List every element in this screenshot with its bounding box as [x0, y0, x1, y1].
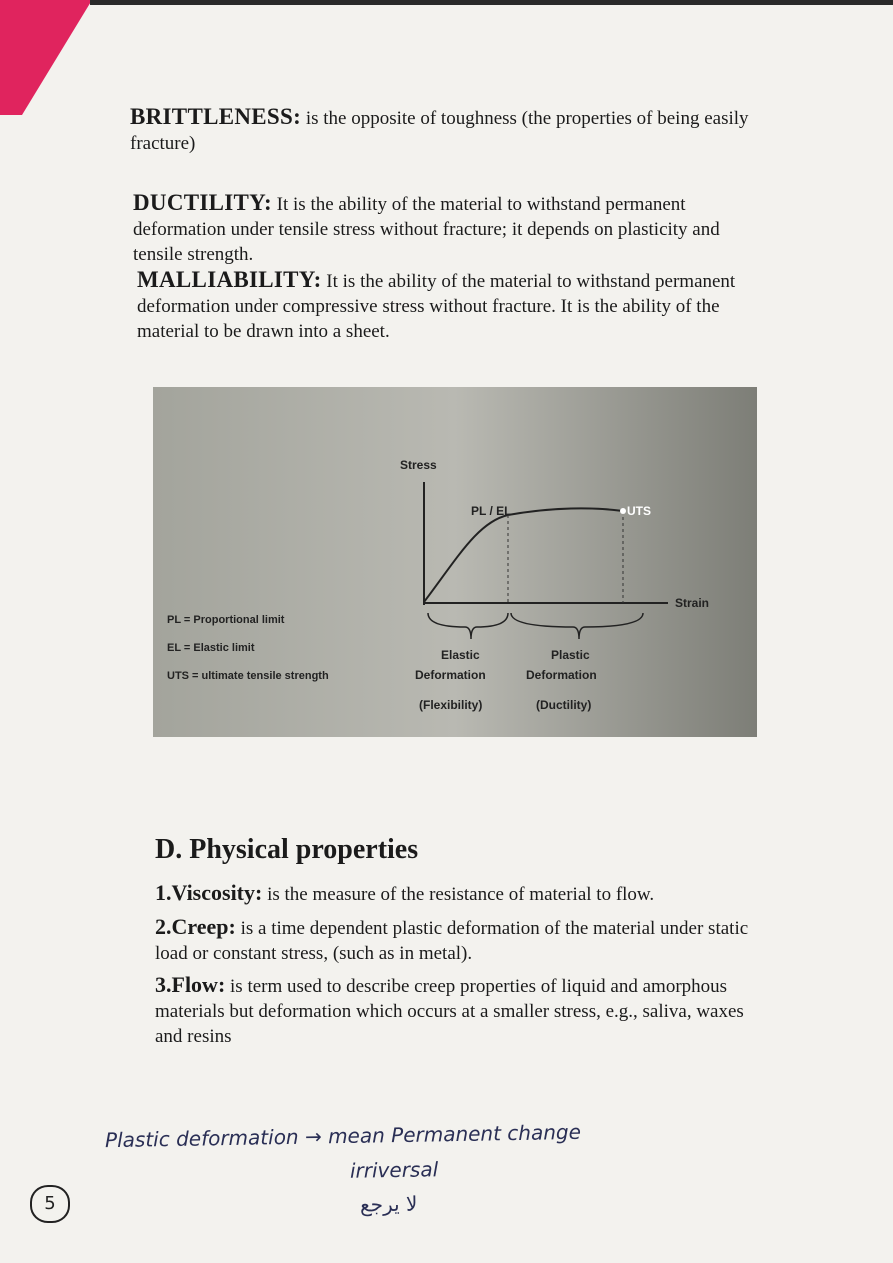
top-edge-line	[90, 0, 893, 5]
strain-label: Strain	[675, 596, 710, 610]
viscosity-item	[155, 880, 755, 907]
handwritten-note-line2: irriversal	[349, 1157, 439, 1183]
flow-text: is term used to describe creep properties of liquid and amorphous materials but deformation which occurs at a smaller stress, e.g., saliva, waxes and resins	[155, 976, 744, 1047]
malliability-definition	[137, 267, 757, 344]
plastic-deformation-label: Deformation	[526, 668, 597, 682]
uts-label: UTS	[627, 504, 651, 518]
creep-text: is a time dependent plastic deformation of the material under static load or constant stress, (such as in metal).	[155, 918, 749, 964]
page-number: 5	[44, 1193, 56, 1214]
pl-el-label: PL / EL	[471, 504, 512, 518]
plastic-label: Plastic	[551, 648, 590, 662]
malliability-term: MALLIABILITY:	[137, 267, 322, 292]
handwritten-note-line3: لا يرجع	[359, 1191, 418, 1217]
ductility-label: (Ductility)	[536, 698, 592, 712]
malliability-text: It is the ability of the material to withstand permanent deformation under compressive stress without fracture. It is the ability of the material to be drawn into a sheet.	[137, 271, 736, 342]
ductility-definition	[133, 190, 753, 267]
legend-el: EL = Elastic limit	[167, 642, 255, 654]
stress-strain-figure	[153, 387, 757, 737]
legend-pl: PL = Proportional limit	[167, 614, 285, 626]
elastic-deformation-label: Deformation	[415, 668, 486, 682]
section-heading: D. Physical properties	[155, 834, 419, 865]
brittleness-text: is the opposite of toughness (the properties of being easily fracture)	[130, 108, 749, 154]
viscosity-text: is the measure of the resistance of material to flow.	[262, 884, 655, 905]
stress-label: Stress	[400, 458, 437, 472]
pink-corner-tab	[0, 0, 95, 120]
uts-point	[620, 508, 626, 514]
creep-term: 2.Creep:	[155, 914, 236, 939]
brittleness-definition	[130, 104, 750, 156]
page-number-badge	[30, 1185, 70, 1223]
viscosity-term: 1.Viscosity:	[155, 880, 263, 905]
brittleness-term: BRITTLENESS:	[130, 104, 302, 129]
flow-item	[155, 972, 755, 1049]
creep-item	[155, 914, 755, 966]
flexibility-label: (Flexibility)	[419, 698, 483, 712]
handwritten-note-line1: Plastic deformation → mean Permanent change	[104, 1119, 582, 1153]
flow-term: 3.Flow:	[155, 972, 226, 997]
ductility-text: It is the ability of the material to withstand permanent deformation under tensile stress without fracture; it depends on plasticity and tensile strength.	[133, 194, 720, 265]
legend-uts: UTS = ultimate tensile strength	[167, 670, 329, 682]
elastic-label: Elastic	[441, 648, 480, 662]
ductility-term: DUCTILITY:	[133, 190, 272, 215]
